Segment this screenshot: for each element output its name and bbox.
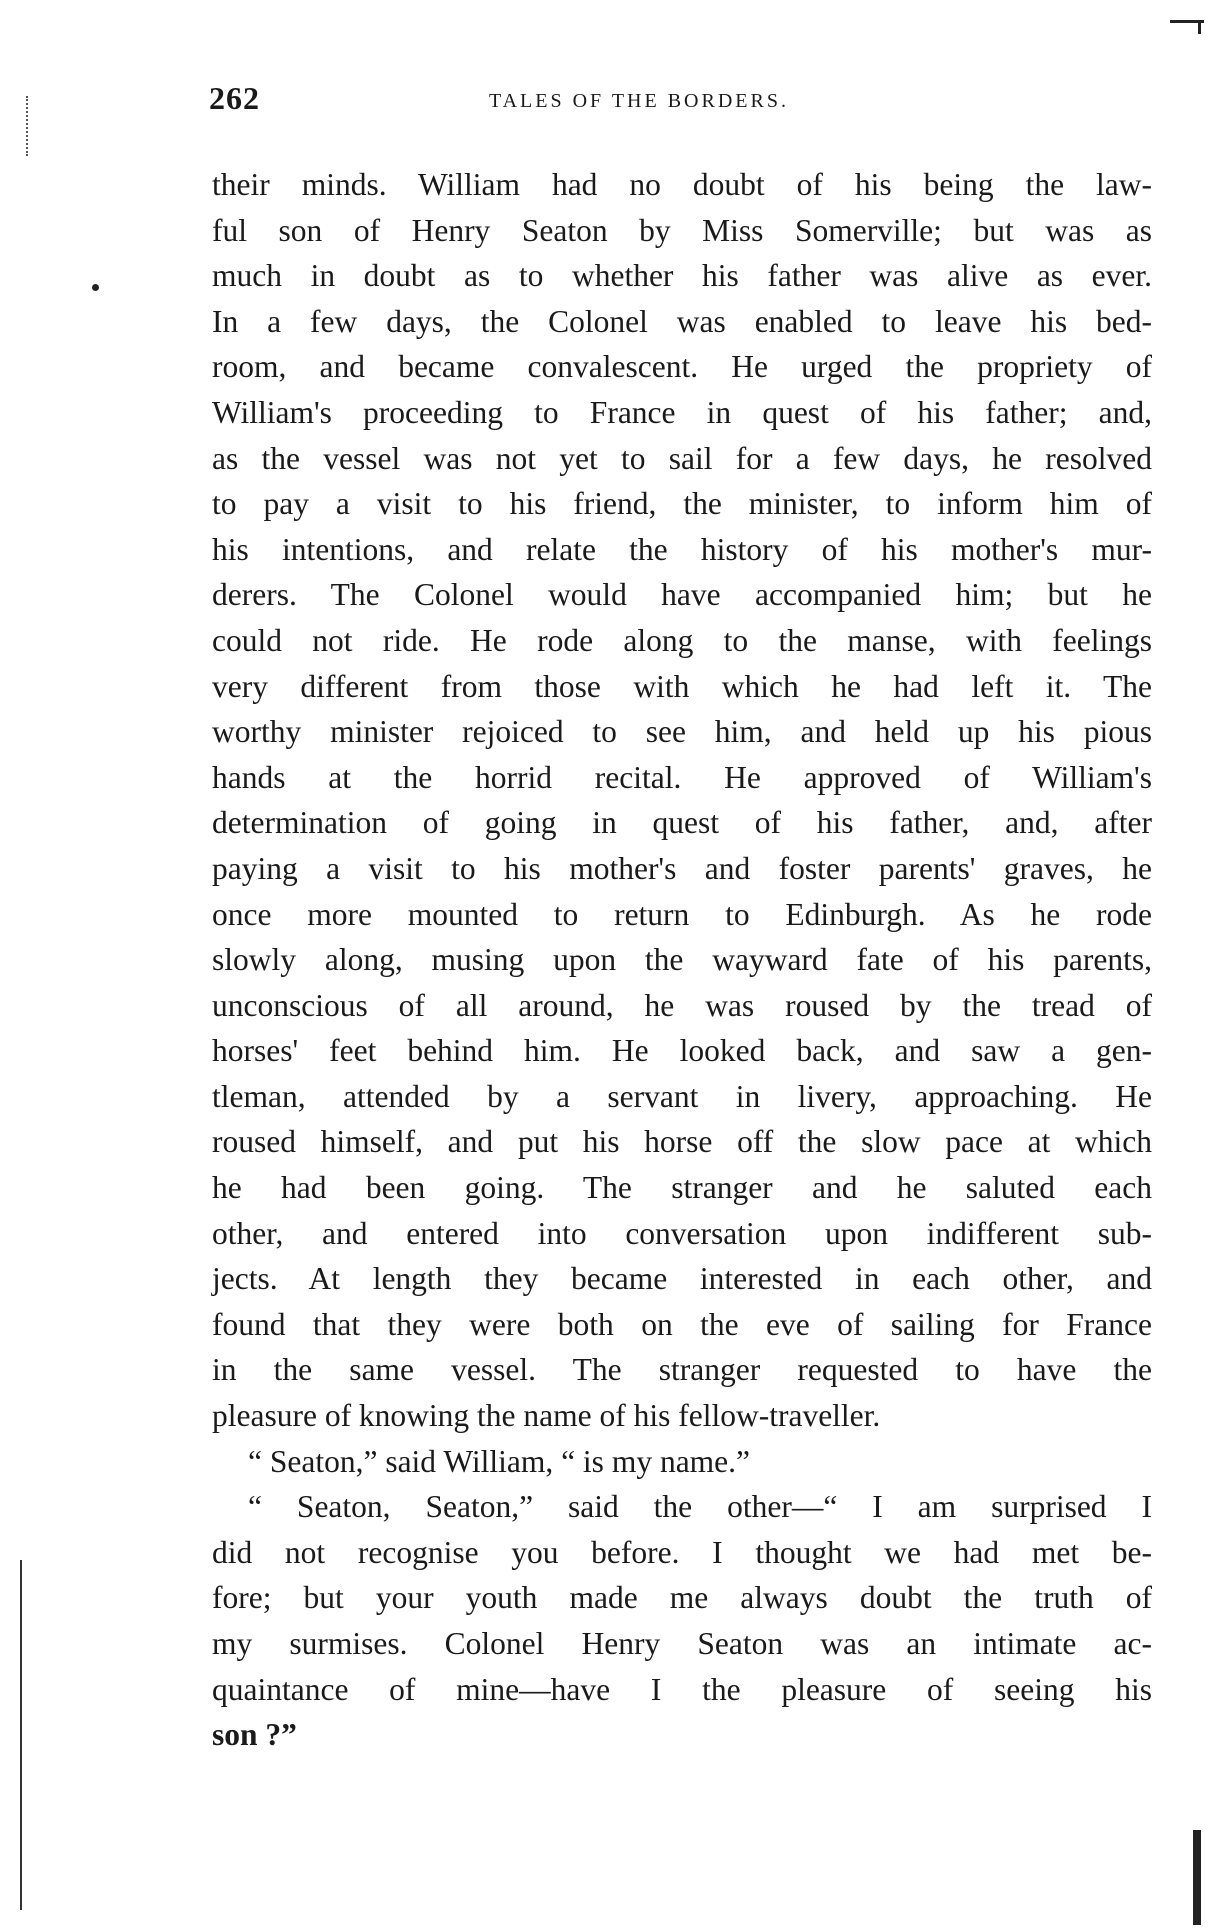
text-line: slowly along, musing upon the wayward fate of his parents, [212, 942, 1152, 978]
text-line: fore; but your youth made me always doubt the truth of [212, 1580, 1152, 1616]
text-line: horses' feet behind him. He looked back, and saw a gen- [212, 1033, 1152, 1069]
text-line: room, and became convalescent. He urged the propriety of [212, 349, 1152, 385]
text-line: very different from those with which he had left it. The [212, 668, 1152, 704]
text-line: once more mounted to return to Edinburgh. As he rode [212, 896, 1152, 932]
text-line: determination of going in quest of his father, and, after [212, 805, 1152, 841]
dialogue-line: “ Seaton, Seaton,” said the other—“ I am surprised I [248, 1489, 1152, 1525]
body-text [212, 162, 1152, 1758]
scan-artifact [1193, 1830, 1201, 1925]
text-line: In a few days, the Colonel was enabled to leave his bed- [212, 303, 1152, 339]
text-line: to pay a visit to his friend, the minister, to inform him of [212, 486, 1152, 522]
text-line: much in doubt as to whether his father was alive as ever. [212, 258, 1152, 294]
text-line: pleasure of knowing the name of his fellow-traveller. [212, 1398, 881, 1434]
text-line: did not recognise you before. I thought we had met be- [212, 1534, 1152, 1570]
text-line: jects. At length they became interested in each other, and [212, 1261, 1152, 1297]
text-line: tleman, attended by a servant in livery, approaching. He [212, 1078, 1152, 1114]
scan-artifact [26, 96, 34, 156]
text-line: quaintance of mine—have I the pleasure of seeing his [212, 1671, 1152, 1707]
text-line: his intentions, and relate the history of his mother's mur- [212, 531, 1152, 567]
text-line: hands at the horrid recital. He approved of William's [212, 759, 1152, 795]
margin-rule [20, 1560, 22, 1910]
text-line: worthy minister rejoiced to see him, and held up his pious [212, 714, 1152, 750]
text-line: their minds. William had no doubt of his being the law- [212, 167, 1152, 202]
text-line: other, and entered into conversation upon indifferent sub- [212, 1215, 1152, 1251]
text-line: my surmises. Colonel Henry Seaton was an intimate ac- [212, 1626, 1152, 1661]
dialogue-line: “ Seaton,” said William, “ is my name.” [248, 1443, 751, 1479]
scan-artifact [92, 284, 99, 291]
page-header [209, 80, 1154, 130]
page-number: 262 [209, 80, 260, 116]
text-line: could not ride. He rode along to the manse, with feelings [212, 622, 1152, 658]
text-line: found that they were both on the eve of sailing for France [212, 1306, 1152, 1342]
text-line: in the same vessel. The stranger requested to have the [212, 1352, 1152, 1388]
running-head: TALES OF THE BORDERS. [489, 90, 789, 112]
text-line: paying a visit to his mother's and foster parents' graves, he [212, 850, 1152, 886]
text-line: roused himself, and put his horse off the slow pace at which [212, 1124, 1152, 1160]
text-line: son ?” [212, 1717, 297, 1753]
text-line: derers. The Colonel would have accompanied him; but he [212, 577, 1152, 613]
scan-mark [1198, 20, 1201, 34]
text-line: unconscious of all around, he was roused by the tread of [212, 987, 1152, 1023]
text-line: as the vessel was not yet to sail for a few days, he resolved [212, 440, 1152, 476]
text-line: ful son of Henry Seaton by Miss Somerville; but was as [212, 212, 1152, 248]
text-line: he had been going. The stranger and he saluted each [212, 1170, 1152, 1206]
text-line: William's proceeding to France in quest of his father; and, [212, 394, 1152, 430]
